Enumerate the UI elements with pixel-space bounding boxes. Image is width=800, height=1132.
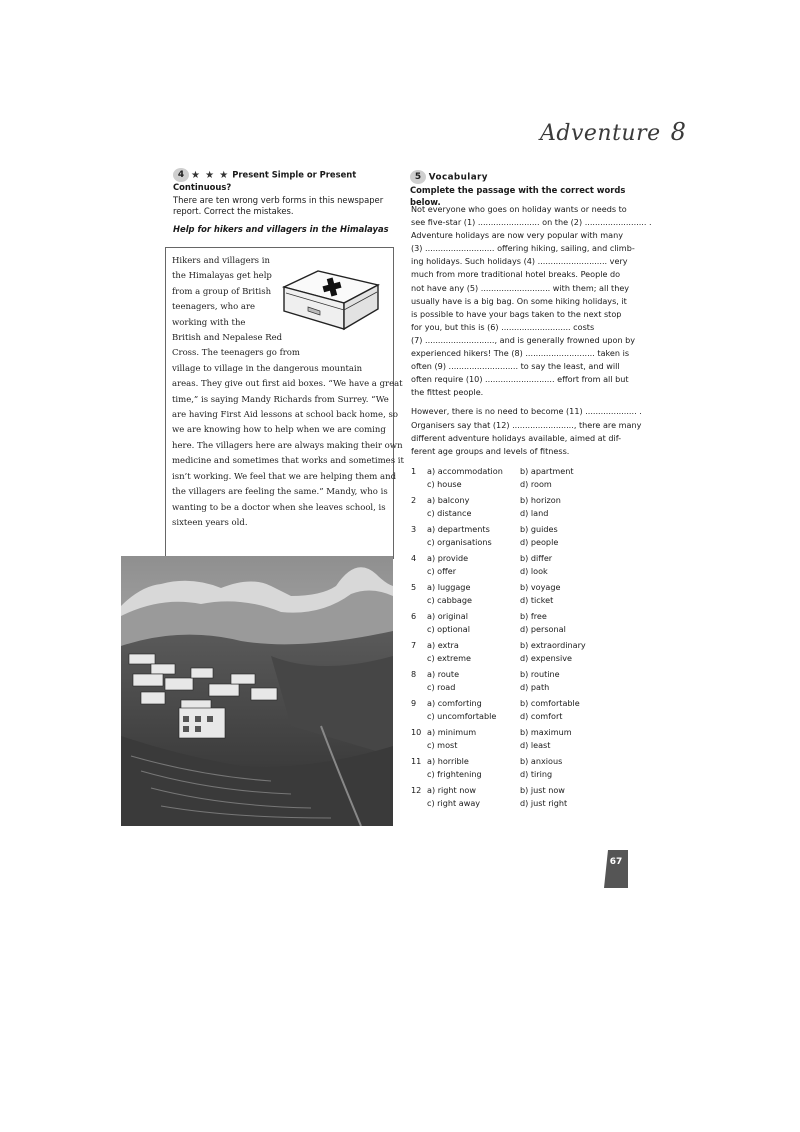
passage-line: Organisers say that (12) ........................, there are many <box>411 419 642 430</box>
passage-line: experienced hikers! The (8) ........................... taken is <box>411 348 630 359</box>
option-c: c) extreme <box>427 653 471 663</box>
option-a: a) right now <box>427 785 476 795</box>
exercise-5-instructions: Complete the passage with the correct words below. <box>410 185 626 207</box>
option-number: 2 <box>411 495 417 505</box>
unit-header <box>540 118 686 148</box>
passage-line: ing holidays. Such holidays (4) ........................... very <box>411 256 628 267</box>
article-line: medicine and sometimes that works and sometimes it <box>172 456 404 467</box>
option-a: a) balcony <box>427 495 470 505</box>
option-number: 8 <box>411 669 417 679</box>
passage-line: see five-star (1) ........................ on the (2) ........................ . <box>411 217 652 228</box>
unit-number: 8 <box>670 118 686 146</box>
passage-line: However, there is no need to become (11) .................... . <box>411 406 642 417</box>
exercise-5-number-badge: 5 <box>410 170 426 184</box>
article-line: are having First Aid lessons at school back home, so <box>172 410 398 421</box>
option-d: d) tiring <box>520 769 553 779</box>
exercise-4-title-line1: Present Simple or Present <box>232 169 357 180</box>
passage-line: often (9) ........................... to say the least, and will <box>411 361 620 372</box>
option-number: 4 <box>411 553 417 563</box>
option-b: b) anxious <box>520 756 563 766</box>
passage-line: not have any (5) ........................... with them; all they <box>411 282 630 293</box>
option-d: d) look <box>520 566 548 576</box>
passage-line: (7) ..........................., and is generally frowned upon by <box>411 334 636 345</box>
option-d: d) people <box>520 537 559 547</box>
option-d: d) expensive <box>520 653 572 663</box>
option-a: a) provide <box>427 553 469 563</box>
option-c: c) frightening <box>427 769 482 779</box>
answer-options-list <box>411 466 636 814</box>
passage-line: the fittest people. <box>411 387 484 398</box>
option-c: c) uncomfortable <box>427 711 497 721</box>
option-a: a) luggage <box>427 582 471 592</box>
option-group <box>411 698 636 727</box>
option-group <box>411 466 636 495</box>
option-a: a) minimum <box>427 727 477 737</box>
option-d: d) just right <box>520 798 568 808</box>
option-c: c) house <box>427 479 462 489</box>
option-d: d) comfort <box>520 711 563 721</box>
article-line: Cross. The teenagers go from <box>172 348 300 359</box>
option-group <box>411 640 636 669</box>
option-a: a) original <box>427 611 468 621</box>
option-number: 5 <box>411 582 417 592</box>
article-line: time,” is saying Mandy Richards from Surrey. “We <box>172 394 389 405</box>
option-c: c) organisations <box>427 537 492 547</box>
option-d: d) land <box>520 508 549 518</box>
exercise-4-number-badge: 4 <box>173 168 189 182</box>
passage-line: much from more traditional hotel breaks. People do <box>411 269 621 280</box>
option-c: c) cabbage <box>427 595 472 605</box>
passage-line: Adventure holidays are now very popular with many <box>411 230 624 241</box>
article-line: isn’t working. We feel that we are helping them and <box>172 471 397 482</box>
option-c: c) offer <box>427 566 457 576</box>
passage-line: (3) ........................... offering hiking, sailing, and climb- <box>411 243 635 254</box>
option-group <box>411 669 636 698</box>
option-b: b) guides <box>520 524 558 534</box>
option-number: 10 <box>411 727 422 737</box>
option-group <box>411 582 636 611</box>
article-line: Hikers and villagers in <box>172 256 270 266</box>
passage-line: is possible to have your bags taken to the next stop <box>411 308 622 319</box>
option-a: a) extra <box>427 640 459 650</box>
passage-line: for you, but this is (6) ........................... costs <box>411 321 595 332</box>
option-a: a) departments <box>427 524 490 534</box>
passage-line: usually have is a big bag. On some hiking holidays, it <box>411 295 627 306</box>
option-a: a) route <box>427 669 460 679</box>
option-a: a) comforting <box>427 698 482 708</box>
article-title: Help for hikers and villagers in the Himalayas <box>173 224 389 234</box>
option-b: b) horizon <box>520 495 561 505</box>
passage-paragraph-2 <box>411 405 642 457</box>
option-number: 11 <box>411 756 422 766</box>
exercise-4-heading <box>173 168 398 218</box>
option-number: 1 <box>411 466 417 476</box>
article-line: teenagers, who are <box>172 302 256 313</box>
option-d: d) ticket <box>520 595 554 605</box>
option-b: b) comfortable <box>520 698 580 708</box>
option-d: d) room <box>520 479 552 489</box>
option-c: c) right away <box>427 798 481 808</box>
passage-paragraph-1 <box>411 203 652 399</box>
passage-line: different adventure holidays available, aimed at dif- <box>411 432 622 443</box>
unit-title: Adventure <box>540 121 661 146</box>
option-c: c) distance <box>427 508 472 518</box>
exercise-4-instructions-line1: There are ten wrong verb forms in this newspaper <box>173 194 384 205</box>
option-c: c) road <box>427 682 456 692</box>
difficulty-stars: ★ ★ ★ <box>191 169 230 181</box>
option-group <box>411 524 636 553</box>
option-group <box>411 785 636 814</box>
article-line: here. The villagers here are always making their own <box>172 440 403 451</box>
option-b: b) just now <box>520 785 565 795</box>
option-group <box>411 495 636 524</box>
article-line: we are knowing how to help when we are coming <box>172 425 386 436</box>
option-d: d) least <box>520 740 551 750</box>
exercise-4-instructions-line2: report. Correct the mistakes. <box>173 206 294 216</box>
article-line: from a group of British <box>172 286 272 297</box>
option-a: a) accommodation <box>427 466 503 476</box>
himalaya-village-photo <box>121 556 393 826</box>
passage-line: Not everyone who goes on holiday wants or needs to <box>411 204 627 214</box>
page-number-tab <box>604 850 628 888</box>
article-line: wanting to be a doctor when she leaves school, is <box>172 502 386 513</box>
exercise-4-title-line2: Continuous? <box>173 182 232 192</box>
option-b: b) extraordinary <box>520 640 586 650</box>
exercise-5-title: Vocabulary <box>428 172 488 183</box>
article-line: village to village in the dangerous mountain <box>172 363 363 374</box>
vocabulary-passage <box>411 203 652 458</box>
option-group <box>411 611 636 640</box>
article-line: the villagers are feeling the same.” Mandy, who is <box>172 487 388 498</box>
option-c: c) most <box>427 740 458 750</box>
option-c: c) optional <box>427 624 470 634</box>
option-b: b) free <box>520 611 547 621</box>
page-number: 67 <box>609 857 623 867</box>
option-a: a) horrible <box>427 756 469 766</box>
option-number: 12 <box>411 785 422 795</box>
article-line: British and Nepalese Red <box>172 333 283 344</box>
article-line: the Himalayas get help <box>172 271 272 282</box>
option-group <box>411 756 636 785</box>
option-group <box>411 727 636 756</box>
article-line: areas. They give out first aid boxes. “We have a great <box>172 379 403 390</box>
option-b: b) differ <box>520 553 553 563</box>
option-b: b) apartment <box>520 466 574 476</box>
option-b: b) routine <box>520 669 560 679</box>
passage-line: ferent age groups and levels of fitness. <box>411 445 570 456</box>
article-line: sixteen years old. <box>172 517 248 528</box>
article-line: working with the <box>172 317 246 328</box>
option-number: 9 <box>411 698 417 708</box>
option-number: 6 <box>411 611 417 621</box>
option-b: b) maximum <box>520 727 572 737</box>
option-b: b) voyage <box>520 582 561 592</box>
option-group <box>411 553 636 582</box>
option-d: d) personal <box>520 624 566 634</box>
option-d: d) path <box>520 682 550 692</box>
option-number: 3 <box>411 524 417 534</box>
passage-line: often require (10) ........................... effort from all but <box>411 374 629 385</box>
option-number: 7 <box>411 640 417 650</box>
first-aid-box-illustration <box>278 263 384 341</box>
